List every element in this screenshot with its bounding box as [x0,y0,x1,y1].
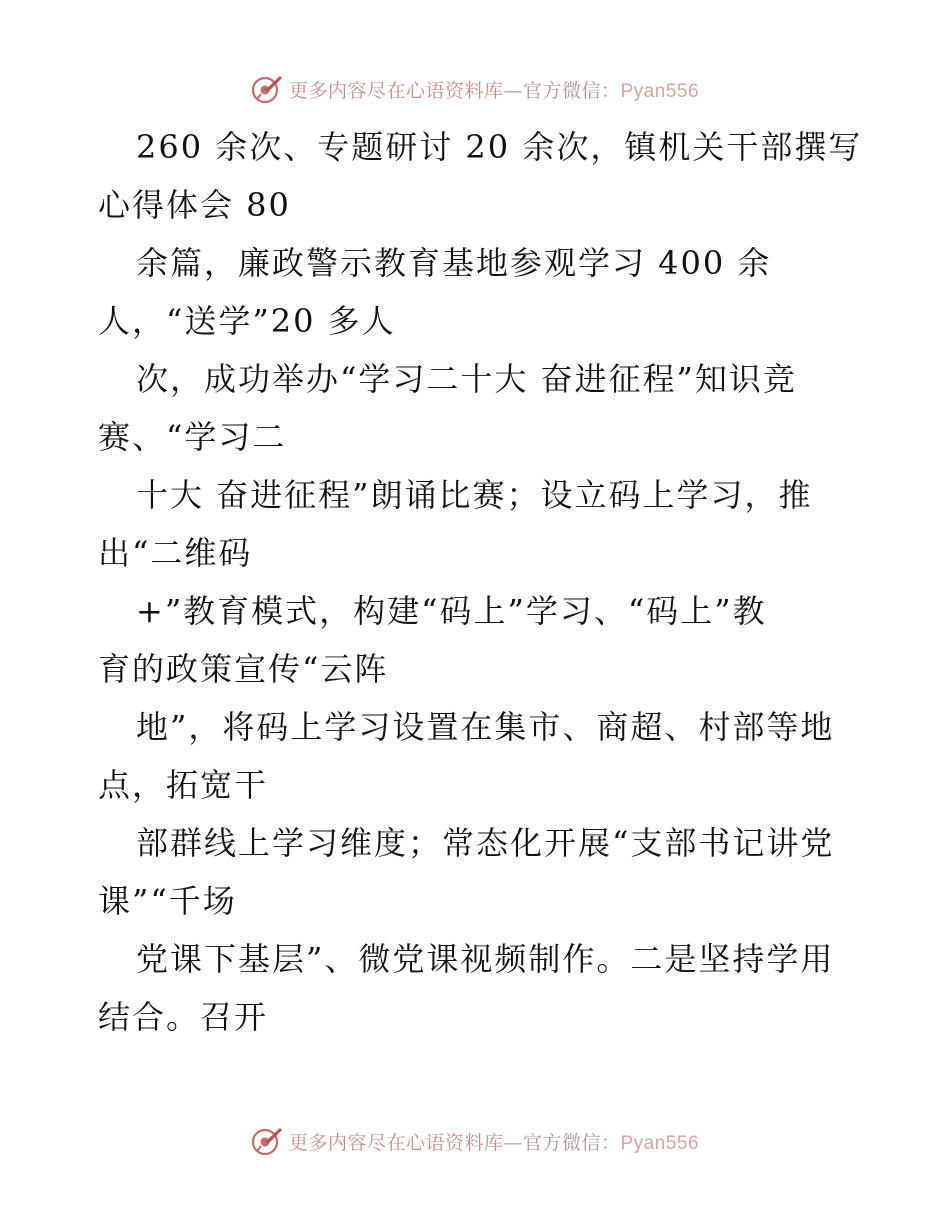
watermark-wechat-label: 官方微信： [522,1131,621,1154]
pen-nib-circle-icon [251,73,283,105]
watermark-group [251,73,699,105]
body-line: +”教育模式，构建“码上”学习、“码上”教 [136,592,767,630]
body-line: 心得体会 80 [98,186,291,224]
body-line: 出“二维码 [98,534,253,572]
body-line: 部群线上学习维度；常态化开展“支部书记讲党 [136,824,835,862]
body-line: 260 余次、专题研讨 20 余次，镇机关干部撰写 [136,128,863,166]
body-line: 育的政策宣传“云阵 [98,650,389,688]
body-line: 人，“送学”20 多人 [98,302,396,340]
watermark-dash: — [503,1131,523,1154]
document-body [98,118,863,1046]
body-line: 十大 奋进征程”朗诵比赛；设立码上学习，推 [136,476,813,514]
body-line: 结合。召开 [98,998,269,1036]
header-watermark [0,72,950,106]
body-line: 地”，将码上学习设置在集市、商超、村部等地 [136,708,835,746]
watermark-account: Pyan556 [620,80,700,102]
footer-watermark [0,1124,950,1158]
watermark-text [289,76,699,103]
watermark-text [289,1128,699,1155]
watermark-dash: — [503,79,523,102]
body-line: 赛、“学习二 [98,418,287,456]
body-line: 点，拓宽干 [98,766,269,804]
body-line: 党课下基层”、微党课视频制作。二是坚持学用 [136,940,835,978]
pen-nib-circle-icon [251,1125,283,1157]
body-line: 次，成功举办“学习二十大 奋进征程”知识竞 [136,360,797,398]
body-line: 余篇，廉政警示教育基地参观学习 400 余 [136,244,772,282]
body-line: 课”“千场 [98,882,237,920]
watermark-site: 更多内容尽在心语资料库 [288,1131,504,1154]
watermark-account: Pyan556 [620,1132,700,1154]
watermark-wechat-label: 官方微信： [522,79,621,102]
watermark-group [251,1125,699,1157]
watermark-site: 更多内容尽在心语资料库 [288,79,504,102]
